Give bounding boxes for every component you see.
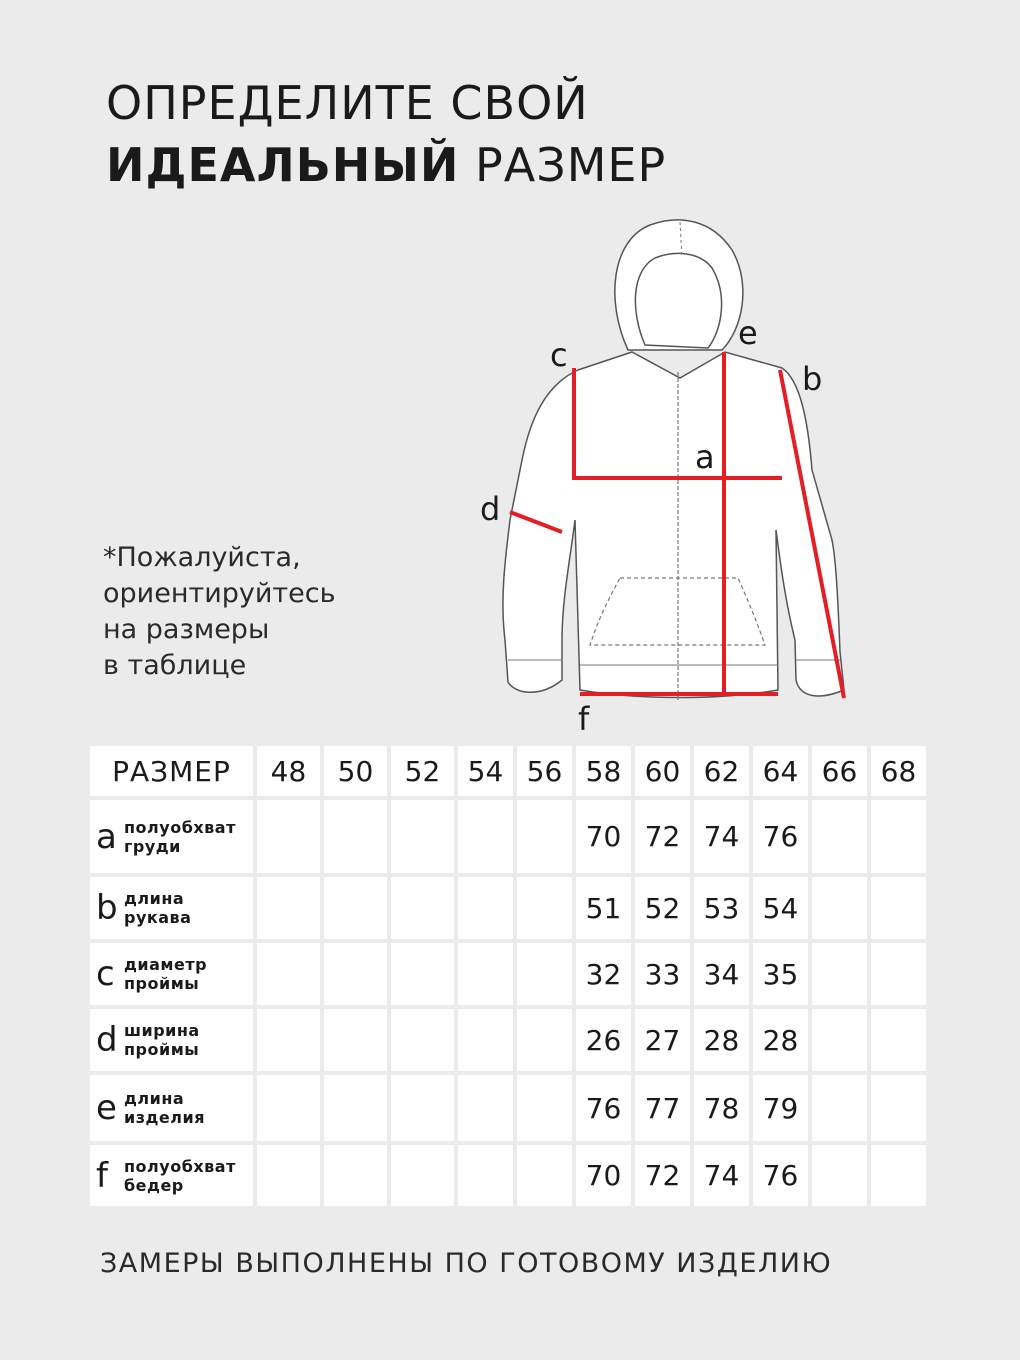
row-header: [90, 943, 253, 1005]
body-outline: [503, 352, 844, 698]
table-cell: 76: [753, 1145, 808, 1206]
table-cell: [458, 1145, 513, 1206]
row-desc: длина изделия: [124, 1089, 205, 1127]
table-cell: 70: [576, 800, 631, 873]
table-cell: [517, 1075, 572, 1141]
size-header-row: [90, 746, 926, 796]
table-row: [90, 1145, 926, 1206]
row-letter: d: [96, 1020, 118, 1060]
table-cell: 70: [576, 1145, 631, 1206]
table-cell: 51: [576, 877, 631, 939]
table-cell: 74: [694, 800, 749, 873]
table-cell: 33: [635, 943, 690, 1005]
table-row: [90, 1075, 926, 1141]
table-row: [90, 877, 926, 939]
table-cell: [517, 800, 572, 873]
table-cell: [257, 800, 320, 873]
table-cell: [257, 1009, 320, 1071]
note-line-2: ориентируйтесь: [103, 578, 336, 609]
table-row: [90, 800, 926, 873]
table-row: [90, 1009, 926, 1071]
table-cell: [257, 943, 320, 1005]
table-cell: [391, 1009, 454, 1071]
size-note: [103, 540, 336, 684]
row-letter: a: [96, 816, 117, 857]
table-cell: [812, 943, 867, 1005]
size-header-cell: 66: [812, 746, 867, 796]
table-cell: [458, 943, 513, 1005]
row-header: [90, 877, 253, 939]
table-cell: [812, 1075, 867, 1141]
size-header-cell: 68: [871, 746, 926, 796]
size-header-cell: 54: [458, 746, 513, 796]
table-cell: [324, 1075, 387, 1141]
table-cell: 32: [576, 943, 631, 1005]
label-c: c: [550, 336, 568, 374]
row-header: [90, 1075, 253, 1141]
table-cell: 34: [694, 943, 749, 1005]
note-line-3: на размеры: [103, 614, 270, 645]
row-desc: полуобхват бедер: [124, 1156, 236, 1195]
row-header: [90, 800, 253, 873]
note-line-1: *Пожалуйста,: [103, 542, 301, 573]
note-line-4: в таблице: [103, 650, 247, 681]
table-cell: [391, 800, 454, 873]
row-letter: c: [96, 954, 115, 994]
table-cell: [324, 877, 387, 939]
table-cell: 28: [753, 1009, 808, 1071]
table-cell: [458, 1009, 513, 1071]
table-cell: 78: [694, 1075, 749, 1141]
row-desc: полуобхват груди: [124, 817, 236, 856]
hood-opening: [635, 253, 721, 348]
table-cell: 76: [576, 1075, 631, 1141]
size-header-cell: 52: [391, 746, 454, 796]
table-cell: [324, 800, 387, 873]
table-cell: [391, 877, 454, 939]
row-desc: длина рукава: [124, 889, 192, 927]
size-header-cell: 58: [576, 746, 631, 796]
table-cell: [871, 877, 926, 939]
page-title: [106, 72, 666, 196]
size-header-cell: 62: [694, 746, 749, 796]
size-header-cell: 60: [635, 746, 690, 796]
table-cell: 54: [753, 877, 808, 939]
title-rest: РАЗМЕР: [459, 138, 667, 192]
table-cell: [871, 1145, 926, 1206]
row-header: [90, 1009, 253, 1071]
label-e: e: [738, 314, 758, 352]
hoodie-diagram: [470, 205, 890, 745]
table-cell: [812, 800, 867, 873]
table-cell: 74: [694, 1145, 749, 1206]
table-cell: 27: [635, 1009, 690, 1071]
table-cell: 79: [753, 1075, 808, 1141]
table-cell: 26: [576, 1009, 631, 1071]
table-cell: [871, 943, 926, 1005]
size-header-label: РАЗМЕР: [90, 746, 253, 796]
table-cell: 28: [694, 1009, 749, 1071]
table-cell: [391, 943, 454, 1005]
size-header-cell: 50: [324, 746, 387, 796]
table-cell: [517, 943, 572, 1005]
table-cell: [517, 1009, 572, 1071]
label-b: b: [802, 360, 823, 398]
row-letter: f: [96, 1155, 108, 1196]
table-cell: [517, 1145, 572, 1206]
table-cell: [812, 877, 867, 939]
table-cell: [812, 1145, 867, 1206]
label-a: a: [695, 438, 715, 476]
label-f: f: [578, 700, 590, 738]
row-letter: e: [96, 1088, 117, 1128]
size-header-cell: 56: [517, 746, 572, 796]
table-cell: [391, 1075, 454, 1141]
row-letter: b: [96, 888, 118, 928]
table-cell: [324, 943, 387, 1005]
size-table: [86, 742, 930, 1210]
row-desc: диаметр проймы: [124, 955, 208, 993]
table-cell: [324, 1009, 387, 1071]
title-line-2: [106, 134, 666, 196]
table-cell: [871, 800, 926, 873]
table-cell: [324, 1145, 387, 1206]
row-desc: ширина проймы: [124, 1021, 200, 1059]
table-row: [90, 943, 926, 1005]
table-cell: [871, 1075, 926, 1141]
table-cell: 52: [635, 877, 690, 939]
table-cell: 76: [753, 800, 808, 873]
footer-note: ЗАМЕРЫ ВЫПОЛНЕНЫ ПО ГОТОВОМУ ИЗДЕЛИЮ: [100, 1248, 833, 1279]
table-cell: [257, 1075, 320, 1141]
label-d: d: [480, 490, 501, 528]
size-header-cell: 64: [753, 746, 808, 796]
table-cell: [257, 877, 320, 939]
table-cell: [257, 1145, 320, 1206]
table-cell: 35: [753, 943, 808, 1005]
table-cell: 77: [635, 1075, 690, 1141]
table-cell: [458, 800, 513, 873]
table-cell: [458, 877, 513, 939]
title-line-1: ОПРЕДЕЛИТЕ СВОЙ: [106, 76, 589, 130]
table-cell: [458, 1075, 513, 1141]
table-cell: [517, 877, 572, 939]
table-cell: 72: [635, 800, 690, 873]
table-cell: 53: [694, 877, 749, 939]
table-cell: 72: [635, 1145, 690, 1206]
table-cell: [871, 1009, 926, 1071]
size-header-cell: 48: [257, 746, 320, 796]
row-header: [90, 1145, 253, 1206]
table-cell: [391, 1145, 454, 1206]
title-bold-word: ИДЕАЛЬНЫЙ: [106, 138, 460, 192]
table-cell: [812, 1009, 867, 1071]
